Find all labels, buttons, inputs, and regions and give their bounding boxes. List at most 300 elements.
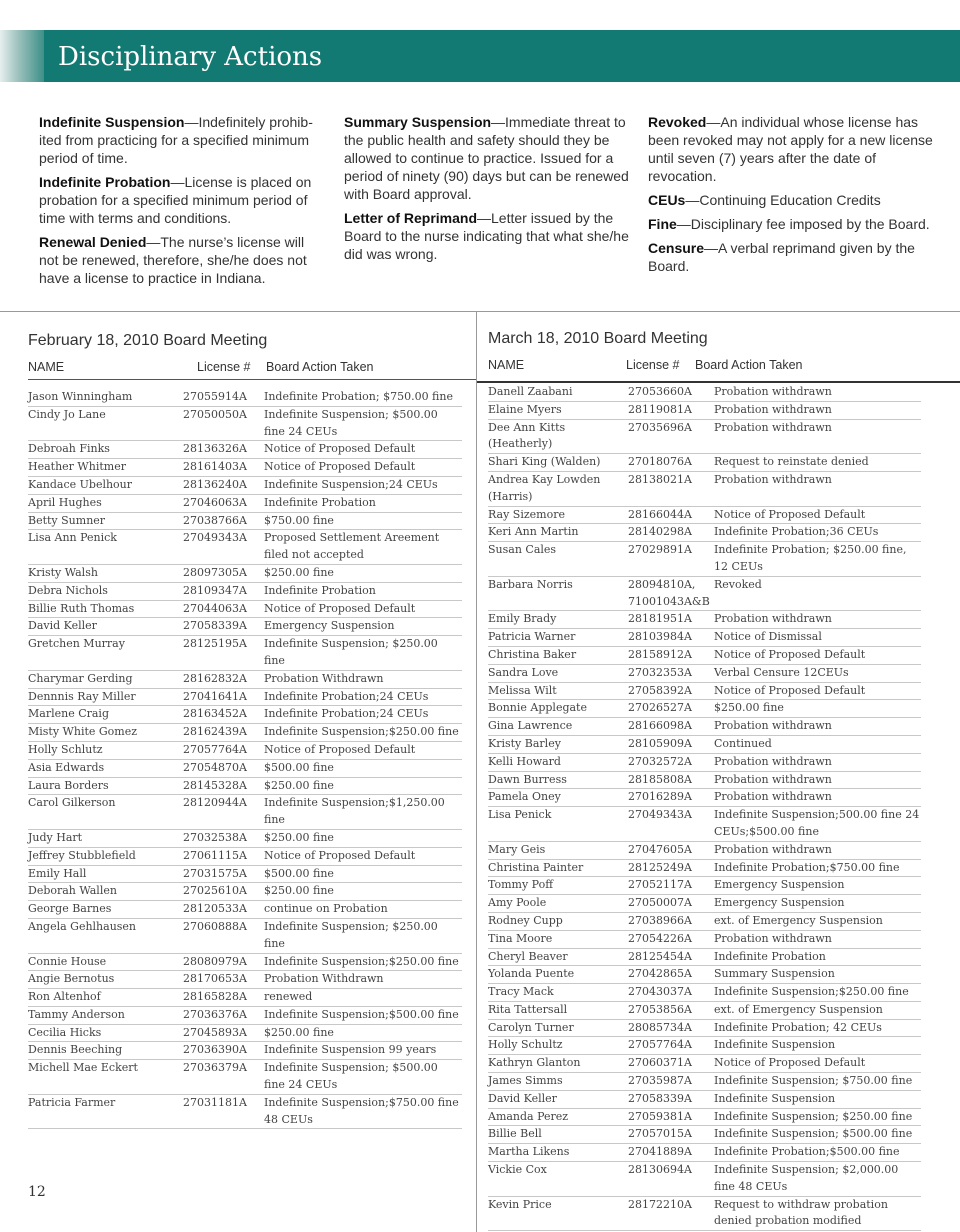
cell-action: Indefinite Probation [264,583,376,597]
cell-action: Notice of Proposed Default [264,601,416,615]
cell-action: $250.00 fine [264,778,334,792]
mar-meeting-title: March 18, 2010 Board Meeting [488,330,708,347]
cell-action: Notice of Proposed Default [264,442,416,456]
definition-term: Indefinite Suspension [39,114,185,130]
table-row [28,706,462,724]
cell-license: 27042865A [628,967,692,981]
cell-license: 28136326A [183,442,247,456]
cell-license: 28103984A [628,630,692,644]
table-row [488,718,921,736]
banner-gradient-tab [0,30,44,82]
table-row [488,629,921,647]
cell-name: Cindy Jo Lane [28,407,106,421]
table-row [28,513,462,531]
table-row [488,1037,921,1055]
cell-action: Verbal Censure 12CEUs [714,665,849,679]
table-row [28,954,462,972]
cell-license: 27032572A [628,754,692,768]
definition-term: Indefinite Probation [39,174,171,190]
cell-name: George Barnes [28,902,112,916]
table-row [28,724,462,742]
feb-header-rule [28,379,476,380]
definition-text: —An individual whose license has been revoked may not apply for a new license until seven (7) years after the date of revocation. [648,114,933,184]
mar-actions-table [488,384,921,1231]
mar-header-name: NAME [488,358,525,372]
cell-license: 28162439A [183,725,247,739]
cell-license: 27055914A [183,390,247,403]
table-row [488,384,921,402]
cell-name: Marlene Craig [28,707,109,721]
cell-license: 28120533A [183,902,247,916]
table-row [28,636,462,671]
cell-license: 27036376A [183,1007,247,1021]
cell-name: Carol Gilkerson [28,796,116,810]
definition-text: —Letter issued by the Board to the nurse indicating that what she/he did was wrong. [344,210,629,262]
table-row [28,477,462,495]
cell-license: 28125454A [628,949,692,963]
cell-license: 27026527A [628,701,692,715]
table-row [28,441,462,459]
cell-name: Kandace Ubelhour [28,477,133,491]
cell-license: 28140298A [628,525,692,539]
cell-name: Cheryl Beaver [488,949,568,963]
definition-term: Letter of Reprimand [344,210,478,226]
cell-license: 28166044A [628,507,692,521]
cell-action: Emergency Suspension [714,878,845,892]
table-row [28,901,462,919]
feb-actions-table [28,389,462,1129]
cell-name: Rita Tattersall [488,1002,568,1016]
cell-name: David Keller [28,619,97,633]
cell-action: Probation withdrawn [714,385,832,398]
definition-term: Summary Suspension [344,114,492,130]
cell-action: Indefinite Suspension;$1,250.00 fine [264,796,445,827]
definitions-column-3 [648,113,938,281]
table-row [28,971,462,989]
cell-license: 27046063A [183,495,247,509]
cell-action: Probation Withdrawn [264,972,384,986]
table-row [488,454,921,472]
table-row [28,1025,462,1043]
cell-action: Probation withdrawn [714,772,832,786]
cell-action: $500.00 fine [264,760,334,774]
cell-license: 27058392A [628,683,692,697]
table-row [488,472,921,507]
cell-name: Emily Hall [28,866,87,880]
section-divider [0,311,960,312]
table-row [488,877,921,895]
cell-license: 28080979A [183,954,247,968]
cell-name: Danell Zaabani [488,385,573,398]
cell-license: 27052117A [628,878,692,892]
definition-item [344,209,634,263]
cell-action: Indefinite Suspension; $500.00 fine [714,1127,913,1141]
cell-action: Notice of Proposed Default [264,848,416,862]
cell-name: Tammy Anderson [28,1007,125,1021]
cell-name: Angie Bernotus [28,972,115,986]
cell-action: Indefinite Probation; $250.00 fine, 12 CEUs [714,543,907,573]
cell-action: Indefinite Suspension 99 years [264,1043,437,1057]
cell-name: Melissa Wilt [488,683,557,697]
table-row [488,647,921,665]
cell-name: Carolyn Turner [488,1020,574,1034]
table-row [488,1109,921,1127]
cell-name: Debra Nichols [28,583,108,597]
cell-action: Indefinite Suspension; $750.00 fine [714,1074,913,1088]
cell-action: Continued [714,736,772,750]
cell-name: Michell Mae Eckert [28,1061,138,1075]
cell-action: Indefinite Suspension;$750.00 fine 48 CEUs [264,1095,459,1126]
cell-license: 27038766A [183,513,247,527]
definition-item [39,173,324,227]
cell-name: Ray Sizemore [488,507,565,521]
table-row [28,389,462,407]
cell-name: Pamela Oney [488,790,561,804]
definition-term: Revoked [648,114,707,130]
table-row [488,966,921,984]
cell-license: 28166098A [628,719,692,733]
cell-action: Notice of Proposed Default [714,647,866,661]
definition-text: —The nurse’s license will not be renewed, therefore, she/he does not have a license to practice in Indiana. [39,234,307,286]
cell-action: Notice of Proposed Default [714,1056,866,1070]
definition-text: —Indefinitely prohib-ited from practicing for a specified minimum period of time. [39,114,313,166]
column-divider [476,311,477,1232]
cell-license: 28165828A [183,990,247,1004]
table-row [28,601,462,619]
cell-license: 27061115A [183,848,247,862]
cell-license: 27041641A [183,689,247,703]
table-row [28,778,462,796]
cell-action: Notice of Proposed Default [714,683,866,697]
cell-action: ext. of Emergency Suspension [714,1002,883,1016]
cell-action: $250.00 fine [264,884,334,898]
cell-action: Request to reinstate denied [714,455,869,469]
cell-license: 28097305A [183,565,247,579]
cell-license: 27057764A [628,1038,692,1052]
definition-item [648,239,938,275]
cell-name: Laura Borders [28,778,109,792]
table-row [488,683,921,701]
cell-name: Ron Altenhof [28,990,101,1004]
table-row [488,665,921,683]
cell-license: 27054870A [183,760,247,774]
cell-action: Probation withdrawn [714,612,832,626]
feb-header-license: License # [197,360,251,374]
cell-name: Dennis Beeching [28,1043,123,1057]
cell-license: 27057015A [628,1127,692,1141]
cell-license: 28105909A [628,736,692,750]
cell-name: Vickie Cox [488,1163,547,1177]
table-row [488,984,921,1002]
table-row [28,883,462,901]
feb-header-name: NAME [28,360,65,374]
cell-action: Emergency Suspension [714,896,845,910]
cell-name: James Simms [488,1074,563,1088]
cell-action: $250.00 fine [714,701,784,715]
cell-license: 27036390A [183,1043,247,1057]
cell-license: 28120944A [183,796,247,810]
cell-action: Probation withdrawn [714,931,832,945]
table-row [488,611,921,629]
cell-license: 28163452A [183,707,247,721]
table-row [488,807,921,842]
cell-name: Andrea Kay Lowden (Harris) [488,472,601,503]
cell-license: 27032353A [628,665,692,679]
cell-name: Jason Winningham [28,390,133,403]
cell-action: Revoked [714,577,762,591]
cell-license: 27044063A [183,601,247,615]
cell-action: Indefinite Probation;$500.00 fine [714,1145,900,1159]
definition-term: CEUs [648,192,686,208]
cell-action: Indefinite Suspension;$250.00 fine [264,725,459,739]
cell-license: 27049343A [628,808,692,822]
cell-name: Cecilia Hicks [28,1025,102,1039]
cell-action: ext. of Emergency Suspension [714,913,883,927]
cell-name: Holly Schlutz [28,742,103,756]
cell-name: Betty Sumner [28,513,106,527]
table-row [28,1042,462,1060]
table-row [488,736,921,754]
cell-action: Indefinite Probation [714,949,826,963]
cell-name: Billie Ruth Thomas [28,601,135,615]
feb-meeting-title: February 18, 2010 Board Meeting [28,332,268,349]
cell-action: Indefinite Probation;$750.00 fine [714,860,900,874]
cell-name: Kristy Walsh [28,565,98,579]
cell-name: Charymar Gerding [28,671,133,685]
cell-action: Probation withdrawn [714,842,832,856]
cell-name: Tina Moore [488,931,553,945]
cell-license: 27038966A [628,913,692,927]
table-row [28,742,462,760]
table-row [28,495,462,513]
table-row [488,860,921,878]
cell-action: $500.00 fine [264,866,334,880]
cell-name: Gretchen Murray [28,637,125,651]
cell-action: $750.00 fine [264,513,334,527]
cell-license: 27050007A [628,896,692,910]
cell-license: 27053660A [628,385,692,398]
cell-name: Keri Ann Martin [488,525,579,539]
cell-name: Elaine Myers [488,402,562,416]
cell-license: 27057764A [183,742,247,756]
table-row [28,1095,462,1130]
cell-license: 27053856A [628,1002,692,1016]
cell-name: Christina Painter [488,860,584,874]
cell-name: Asia Edwards [28,760,105,774]
cell-license: 27045893A [183,1025,247,1039]
cell-name: Deborah Wallen [28,884,117,898]
cell-action: Emergency Suspension [264,619,395,633]
cell-name: Emily Brady [488,612,557,626]
cell-action: Indefinite Suspension;500.00 fine 24 CEUs;$500.00 fine [714,808,920,838]
cell-license: 27059381A [628,1109,692,1123]
cell-license: 28085734A [628,1020,692,1034]
cell-name: David Keller [488,1091,557,1105]
mar-header-action: Board Action Taken [695,358,803,372]
table-row [28,795,462,830]
table-row [488,1055,921,1073]
cell-license: 28094810A, 71001043A&B [628,577,710,608]
cell-action: Probation Withdrawn [264,671,384,685]
cell-name: Bonnie Applegate [488,701,587,715]
cell-action: Indefinite Suspension; $500.00 fine 24 CEUs [264,1061,438,1092]
cell-license: 28109347A [183,583,247,597]
cell-action: Probation withdrawn [714,472,832,486]
table-row [28,671,462,689]
cell-license: 28125249A [628,860,692,874]
cell-license: 27043037A [628,985,692,999]
cell-name: Martha Likens [488,1145,570,1159]
cell-license: 27060888A [183,919,247,933]
cell-license: 28145328A [183,778,247,792]
table-row [28,1060,462,1095]
cell-license: 28119081A [628,402,692,416]
cell-action: Proposed Settlement Areement filed not accepted [264,531,440,562]
cell-license: 27035696A [628,420,692,434]
cell-action: continue on Probation [264,902,388,916]
cell-name: Dee Ann Kitts (Heatherly) [488,420,566,451]
table-row [28,760,462,778]
cell-name: Sandra Love [488,665,559,679]
cell-license: 27025610A [183,884,247,898]
cell-action: renewed [264,990,313,1004]
cell-name: Holly Schultz [488,1038,563,1052]
cell-action: $250.00 fine [264,565,334,579]
cell-name: Lisa Penick [488,808,552,822]
cell-license: 27050050A [183,407,247,421]
table-row [488,577,921,612]
table-row [488,1144,921,1162]
cell-name: Mary Geis [488,842,546,856]
cell-name: Tommy Poff [488,878,554,892]
cell-action: Indefinite Suspension;24 CEUs [264,477,438,491]
cell-name: Christina Baker [488,647,577,661]
table-row [28,618,462,636]
cell-name: Shari King (Walden) [488,455,601,469]
table-row [28,530,462,565]
cell-name: Misty White Gomez [28,725,138,739]
mar-header-license: License # [626,358,680,372]
cell-action: Probation withdrawn [714,402,832,416]
table-row [488,842,921,860]
cell-action: Indefinite Suspension;$250.00 fine [714,985,909,999]
definition-item [648,113,938,185]
table-row [28,407,462,442]
cell-license: 27018076A [628,455,692,469]
table-row [488,754,921,772]
cell-action: Indefinite Probation;24 CEUs [264,707,429,721]
cell-name: Debroah Finks [28,442,110,456]
cell-license: 27058339A [628,1091,692,1105]
page-number: 12 [28,1184,46,1200]
cell-action: Indefinite Suspension; $250.00 fine [714,1109,913,1123]
cell-license: 28162832A [183,671,247,685]
cell-license: 27058339A [183,619,247,633]
cell-action: Indefinite Probation;24 CEUs [264,689,429,703]
definition-term: Fine [648,216,677,232]
definition-item [648,191,938,209]
cell-action: Summary Suspension [714,967,835,981]
table-row [488,1162,921,1197]
cell-license: 27016289A [628,790,692,804]
cell-name: Angela Gehlhausen [28,919,137,933]
cell-name: April Hughes [28,495,102,509]
cell-action: Indefinite Suspension;$500.00 fine [264,1007,459,1021]
cell-name: Billie Bell [488,1127,542,1141]
table-row [488,402,921,420]
cell-action: Indefinite Probation; 42 CEUs [714,1020,882,1034]
definition-item [39,113,324,167]
cell-license: 28181951A [628,612,692,626]
cell-name: Amanda Perez [488,1109,569,1123]
table-row [488,1073,921,1091]
table-row [488,949,921,967]
cell-action: Indefinite Suspension; $2,000.00 fine 48 CEUs [714,1163,899,1193]
cell-name: Dennnis Ray Miller [28,689,136,703]
cell-name: Rodney Cupp [488,913,563,927]
cell-action: Indefinite Probation [264,495,376,509]
cell-name: Kristy Barley [488,736,561,750]
cell-name: Heather Whitmer [28,460,126,474]
cell-action: $250.00 fine [264,830,334,844]
table-row [28,989,462,1007]
cell-license: 28158912A [628,647,692,661]
table-row [488,700,921,718]
table-row [28,583,462,601]
cell-license: 27041889A [628,1145,692,1159]
cell-license: 28130694A [628,1163,692,1177]
cell-name: Jeffrey Stubblefield [28,848,136,862]
cell-license: 27049343A [183,531,247,545]
cell-license: 28136240A [183,477,247,491]
cell-action: Indefinite Suspension;$250.00 fine [264,954,459,968]
cell-action: Notice of Dismissal [714,630,822,644]
table-row [28,459,462,477]
table-row [488,1002,921,1020]
cell-license: 28125195A [183,637,247,651]
table-row [488,789,921,807]
cell-license: 27029891A [628,543,692,557]
definitions-column-2 [344,113,634,269]
definition-term: Censure [648,240,705,256]
cell-action: Indefinite Suspension; $500.00 fine 24 CEUs [264,407,438,438]
definitions-column-1 [39,113,324,293]
definition-term: Renewal Denied [39,234,147,250]
cell-action: Indefinite Probation;36 CEUs [714,525,879,539]
table-row [488,507,921,525]
table-row [488,524,921,542]
cell-action: $250.00 fine [264,1025,334,1039]
cell-license: 28170653A [183,972,247,986]
cell-action: Indefinite Suspension; $250.00 fine [264,637,438,667]
table-row [28,689,462,707]
table-row [28,830,462,848]
definition-item [344,113,634,203]
cell-license: 27032538A [183,830,247,844]
cell-action: Probation withdrawn [714,790,832,804]
cell-license: 28138021A [628,472,692,486]
cell-action: Probation withdrawn [714,719,832,733]
cell-license: 27031575A [183,866,247,880]
table-row [488,1020,921,1038]
cell-action: Indefinite Suspension [714,1091,836,1105]
cell-action: Notice of Proposed Default [264,460,416,474]
mar-header-rule [477,381,960,383]
cell-name: Patricia Farmer [28,1095,116,1109]
table-row [488,931,921,949]
cell-license: 27036379A [183,1061,247,1075]
cell-action: Indefinite Suspension; $250.00 fine [264,919,438,950]
